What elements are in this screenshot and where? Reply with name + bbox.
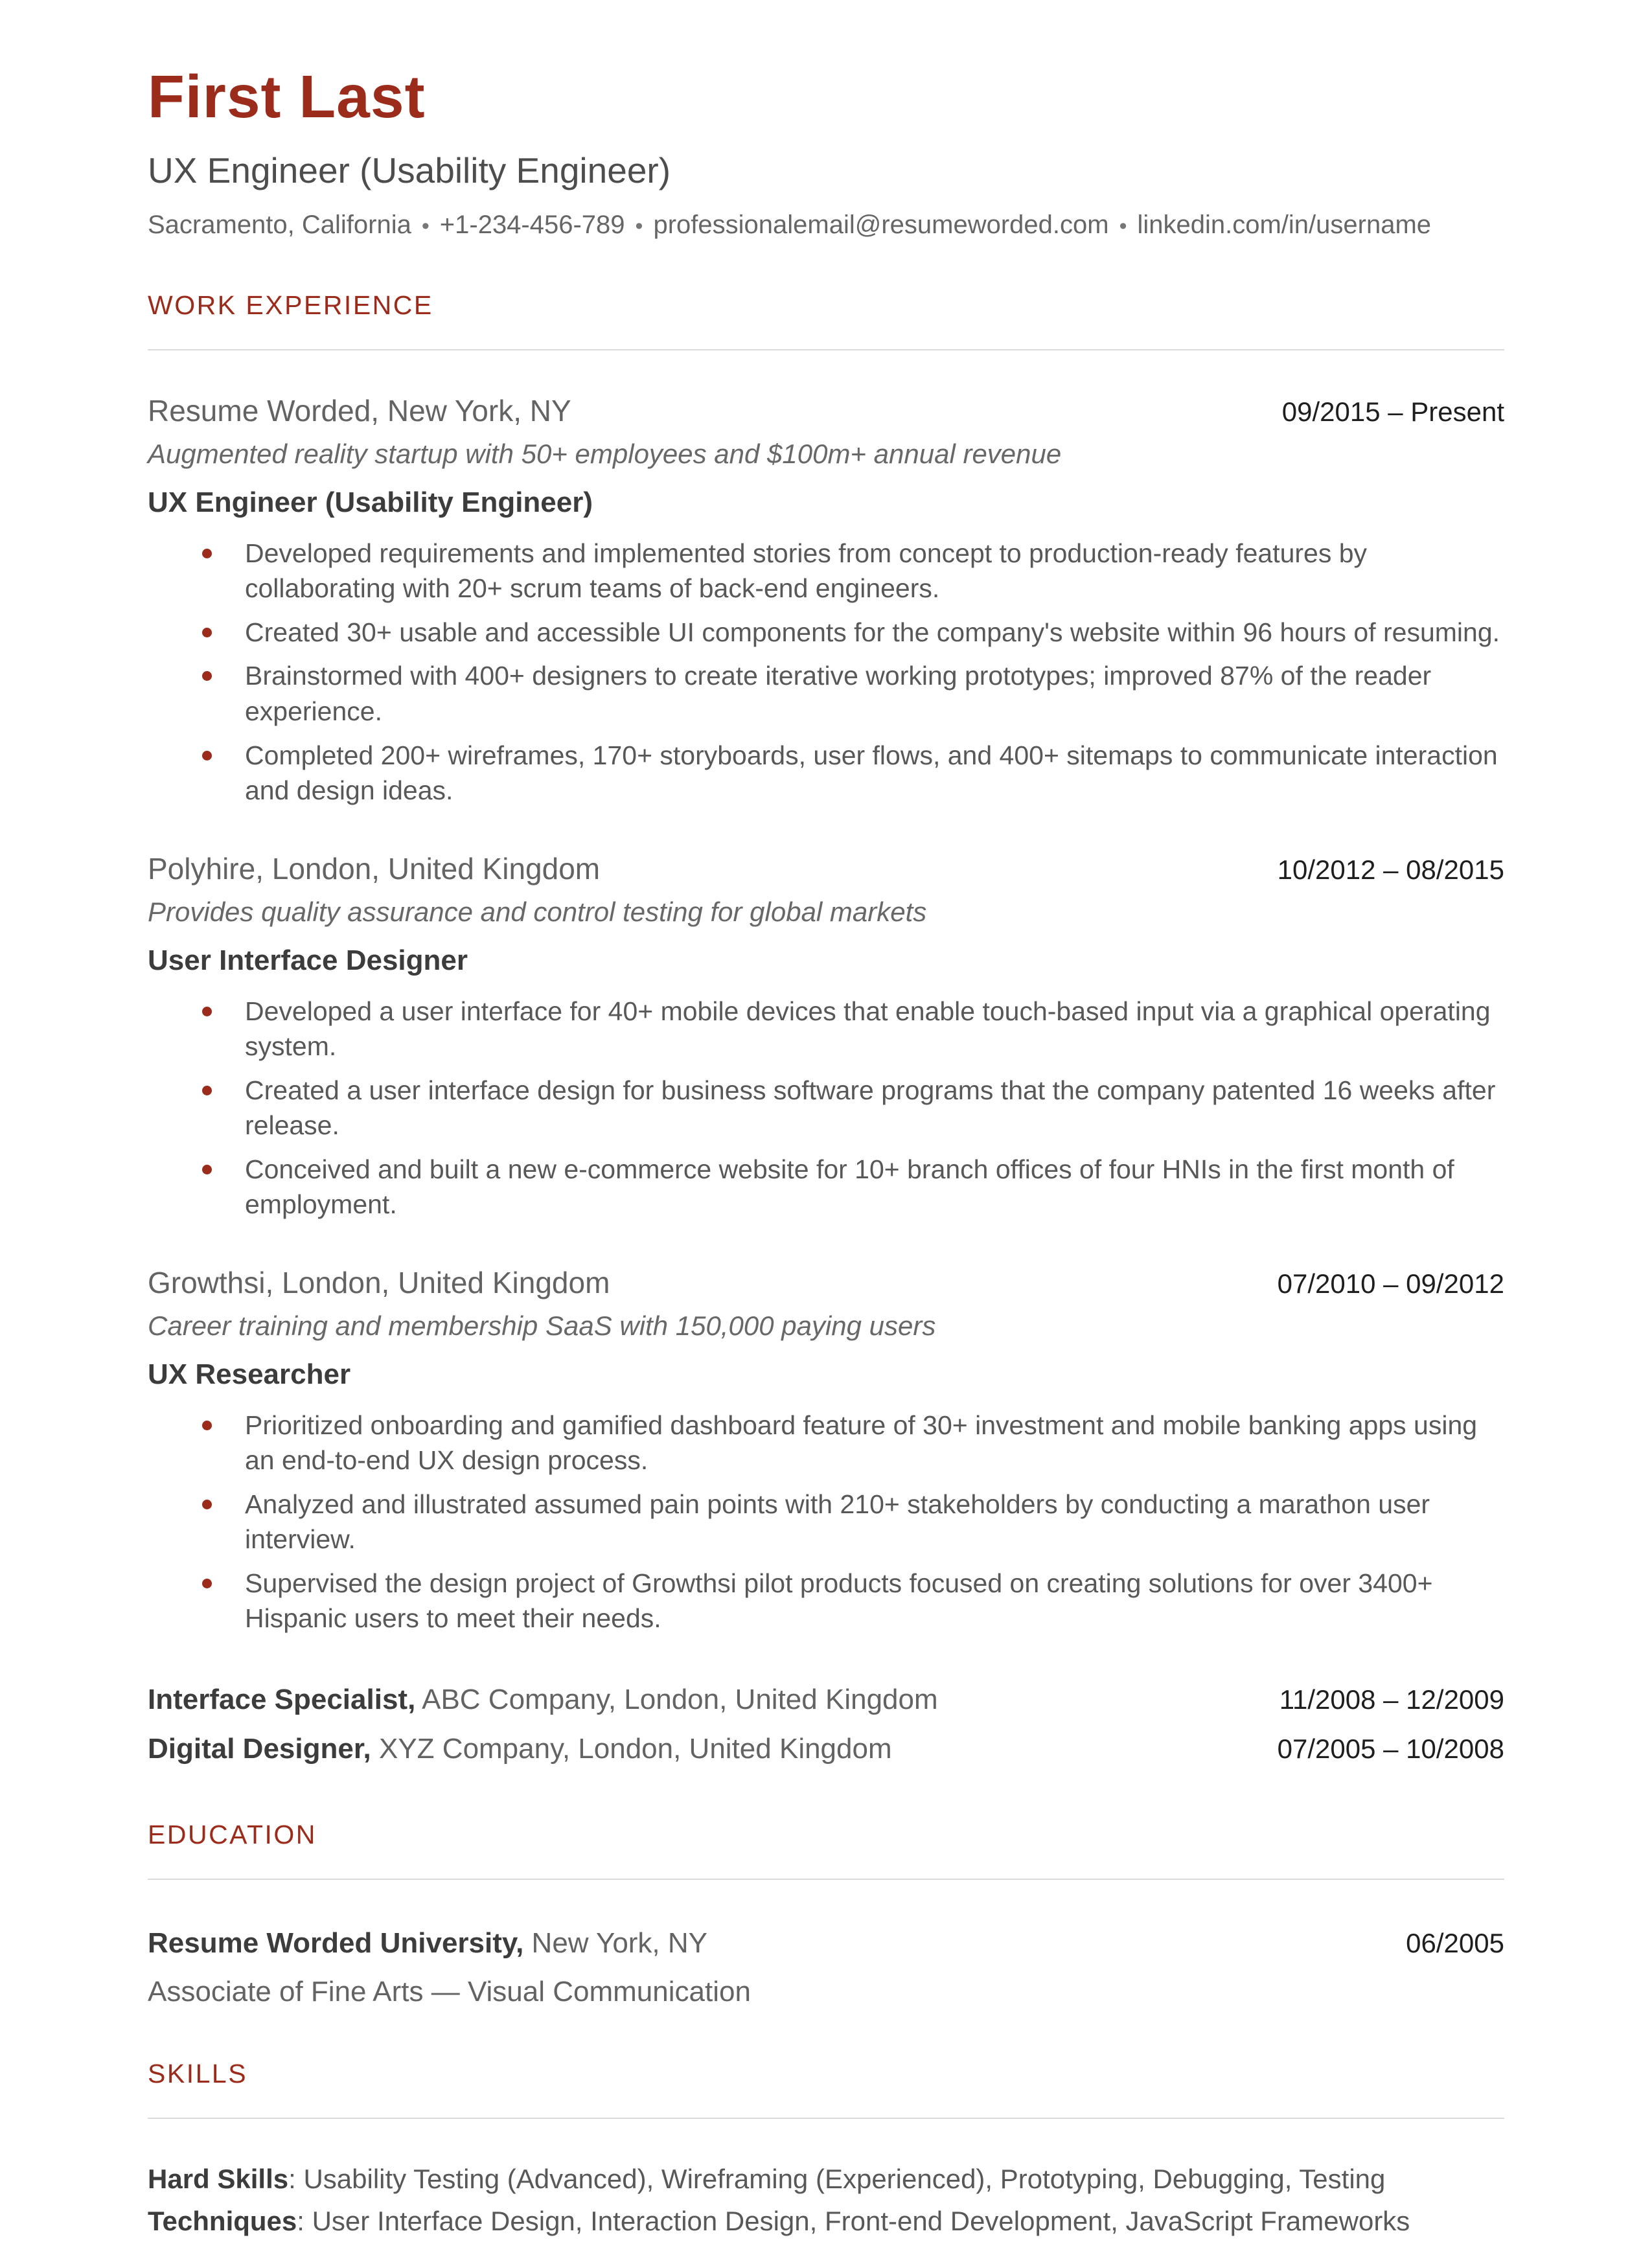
candidate-title: UX Engineer (Usability Engineer)	[148, 150, 671, 190]
contact-phone: +1-234-456-789	[439, 210, 625, 239]
contact-email: professionalemail@resumeworded.com	[653, 210, 1109, 239]
job-header-row	[148, 851, 1504, 886]
job-entry	[148, 851, 1504, 1222]
job-company: Growthsi, London, United Kingdom	[148, 1265, 610, 1299]
bullet-text: Conceived and built a new e-commerce website for 10+ branch offices of four HNIs in the first month of employment.	[245, 1154, 1454, 1220]
bullet-dot-icon	[202, 751, 212, 761]
bullet-text: Brainstormed with 400+ designers to create iterative working prototypes; improved 87% of the reader experience.	[245, 661, 1432, 726]
contact-separator: •	[421, 213, 430, 238]
job-bullets	[148, 1408, 1504, 1636]
skill-line	[148, 2200, 1504, 2242]
job-bullets	[148, 536, 1504, 808]
section-divider	[148, 2118, 1504, 2119]
bullet-text: Developed a user interface for 40+ mobile devices that enable touch-based input via a graphical operating system.	[245, 996, 1491, 1062]
section-divider	[148, 1879, 1504, 1880]
candidate-name: First Last	[148, 63, 426, 130]
education-school: Resume Worded University,	[148, 1927, 524, 1960]
contact-separator: •	[1119, 213, 1127, 238]
bullet-item	[245, 1487, 1504, 1557]
bullet-item	[245, 658, 1504, 729]
other-role-row	[148, 1679, 1504, 1721]
skill-category-label: Techniques	[148, 2206, 297, 2237]
contact-location: Sacramento, California	[148, 210, 411, 239]
skill-list: : User Interface Design, Interaction Design, Front-end Development, JavaScript Frameworks	[297, 2206, 1410, 2237]
bullet-item	[245, 1408, 1504, 1478]
other-role-left	[148, 1728, 892, 1770]
job-title: User Interface Designer	[148, 944, 468, 976]
job-entry	[148, 1265, 1504, 1636]
job-company: Polyhire, London, United Kingdom	[148, 851, 601, 886]
bullet-item	[245, 1073, 1504, 1143]
bullet-item	[245, 536, 1504, 606]
other-roles-group	[148, 1679, 1504, 1770]
section-heading-skills: SKILLS	[148, 2059, 248, 2089]
job-dates: 07/2010 – 09/2012	[1277, 1268, 1504, 1299]
bullet-dot-icon	[202, 671, 212, 681]
bullet-item	[245, 1152, 1504, 1222]
job-title: UX Engineer (Usability Engineer)	[148, 486, 593, 518]
job-header-row	[148, 1265, 1504, 1300]
bullet-item	[245, 738, 1504, 808]
contact-separator: •	[635, 213, 643, 238]
job-description: Provides quality assurance and control testing for global markets	[148, 896, 927, 927]
job-header-row	[148, 393, 1504, 428]
bullet-dot-icon	[202, 1086, 212, 1095]
contact-line	[148, 211, 1504, 240]
bullet-dot-icon	[202, 1007, 212, 1016]
other-role-company: ABC Company, London, United Kingdom	[415, 1683, 938, 1715]
job-title: UX Researcher	[148, 1358, 351, 1390]
bullet-dot-icon	[202, 1165, 212, 1174]
other-role-dates: 11/2008 – 12/2009	[1279, 1684, 1504, 1715]
bullet-text: Completed 200+ wireframes, 170+ storyboards, user flows, and 400+ sitemaps to communicate interaction and design ideas.	[245, 740, 1498, 806]
education-header-row	[148, 1923, 1504, 1964]
other-role-company: XYZ Company, London, United Kingdom	[371, 1732, 892, 1765]
job-bullets	[148, 994, 1504, 1222]
education-left	[148, 1923, 707, 1964]
bullet-text: Prioritized onboarding and gamified dashboard feature of 30+ investment and mobile banking apps using an end-to-end UX design process.	[245, 1410, 1478, 1476]
bullet-item	[245, 1566, 1504, 1636]
other-role-left	[148, 1679, 938, 1721]
education-dates: 06/2005	[1406, 1928, 1504, 1959]
job-description: Augmented reality startup with 50+ employees and $100m+ annual revenue	[148, 438, 1062, 469]
skills-block	[148, 2158, 1504, 2242]
other-role-dates: 07/2005 – 10/2008	[1277, 1733, 1504, 1764]
job-entry	[148, 393, 1504, 808]
section-heading-work-experience: WORK EXPERIENCE	[148, 290, 433, 320]
education-degree: Associate of Fine Arts — Visual Communication	[148, 1976, 751, 2008]
bullet-text: Supervised the design project of Growthsi pilot products focused on creating solutions for over 3400+ Hispanic users to meet their needs.	[245, 1568, 1433, 1634]
job-company: Resume Worded, New York, NY	[148, 393, 571, 428]
education-location: New York, NY	[523, 1927, 708, 1960]
contact-linkedin: linkedin.com/in/username	[1137, 210, 1432, 239]
job-description: Career training and membership SaaS with 150,000 paying users	[148, 1310, 936, 1341]
bullet-dot-icon	[202, 1421, 212, 1430]
bullet-text: Created a user interface design for business software programs that the company patented 16 weeks after release.	[245, 1075, 1496, 1141]
skill-list: : Usability Testing (Advanced), Wireframing (Experienced), Prototyping, Debugging, Testing	[288, 2164, 1386, 2195]
bullet-text: Created 30+ usable and accessible UI components for the company's website within 96 hours of resuming.	[245, 617, 1500, 647]
bullet-text: Analyzed and illustrated assumed pain points with 210+ stakeholders by conducting a marathon user interview.	[245, 1489, 1430, 1555]
bullet-dot-icon	[202, 1579, 212, 1588]
other-role-title: Interface Specialist,	[148, 1683, 416, 1715]
section-divider	[148, 349, 1504, 350]
job-dates: 10/2012 – 08/2015	[1277, 854, 1504, 885]
education-entry	[148, 1923, 1504, 2008]
skill-line	[148, 2158, 1504, 2200]
other-role-row	[148, 1728, 1504, 1770]
bullet-dot-icon	[202, 628, 212, 637]
bullet-dot-icon	[202, 549, 212, 558]
skill-category-label: Hard Skills	[148, 2164, 289, 2195]
job-dates: 09/2015 – Present	[1281, 396, 1504, 427]
other-role-title: Digital Designer,	[148, 1732, 371, 1765]
bullet-dot-icon	[202, 1500, 212, 1509]
bullet-text: Developed requirements and implemented stories from concept to production-ready features by collaborating with 20+ scrum teams of back-end engineers.	[245, 538, 1368, 604]
bullet-item	[245, 615, 1504, 650]
bullet-item	[245, 994, 1504, 1064]
section-heading-education: EDUCATION	[148, 1820, 317, 1850]
